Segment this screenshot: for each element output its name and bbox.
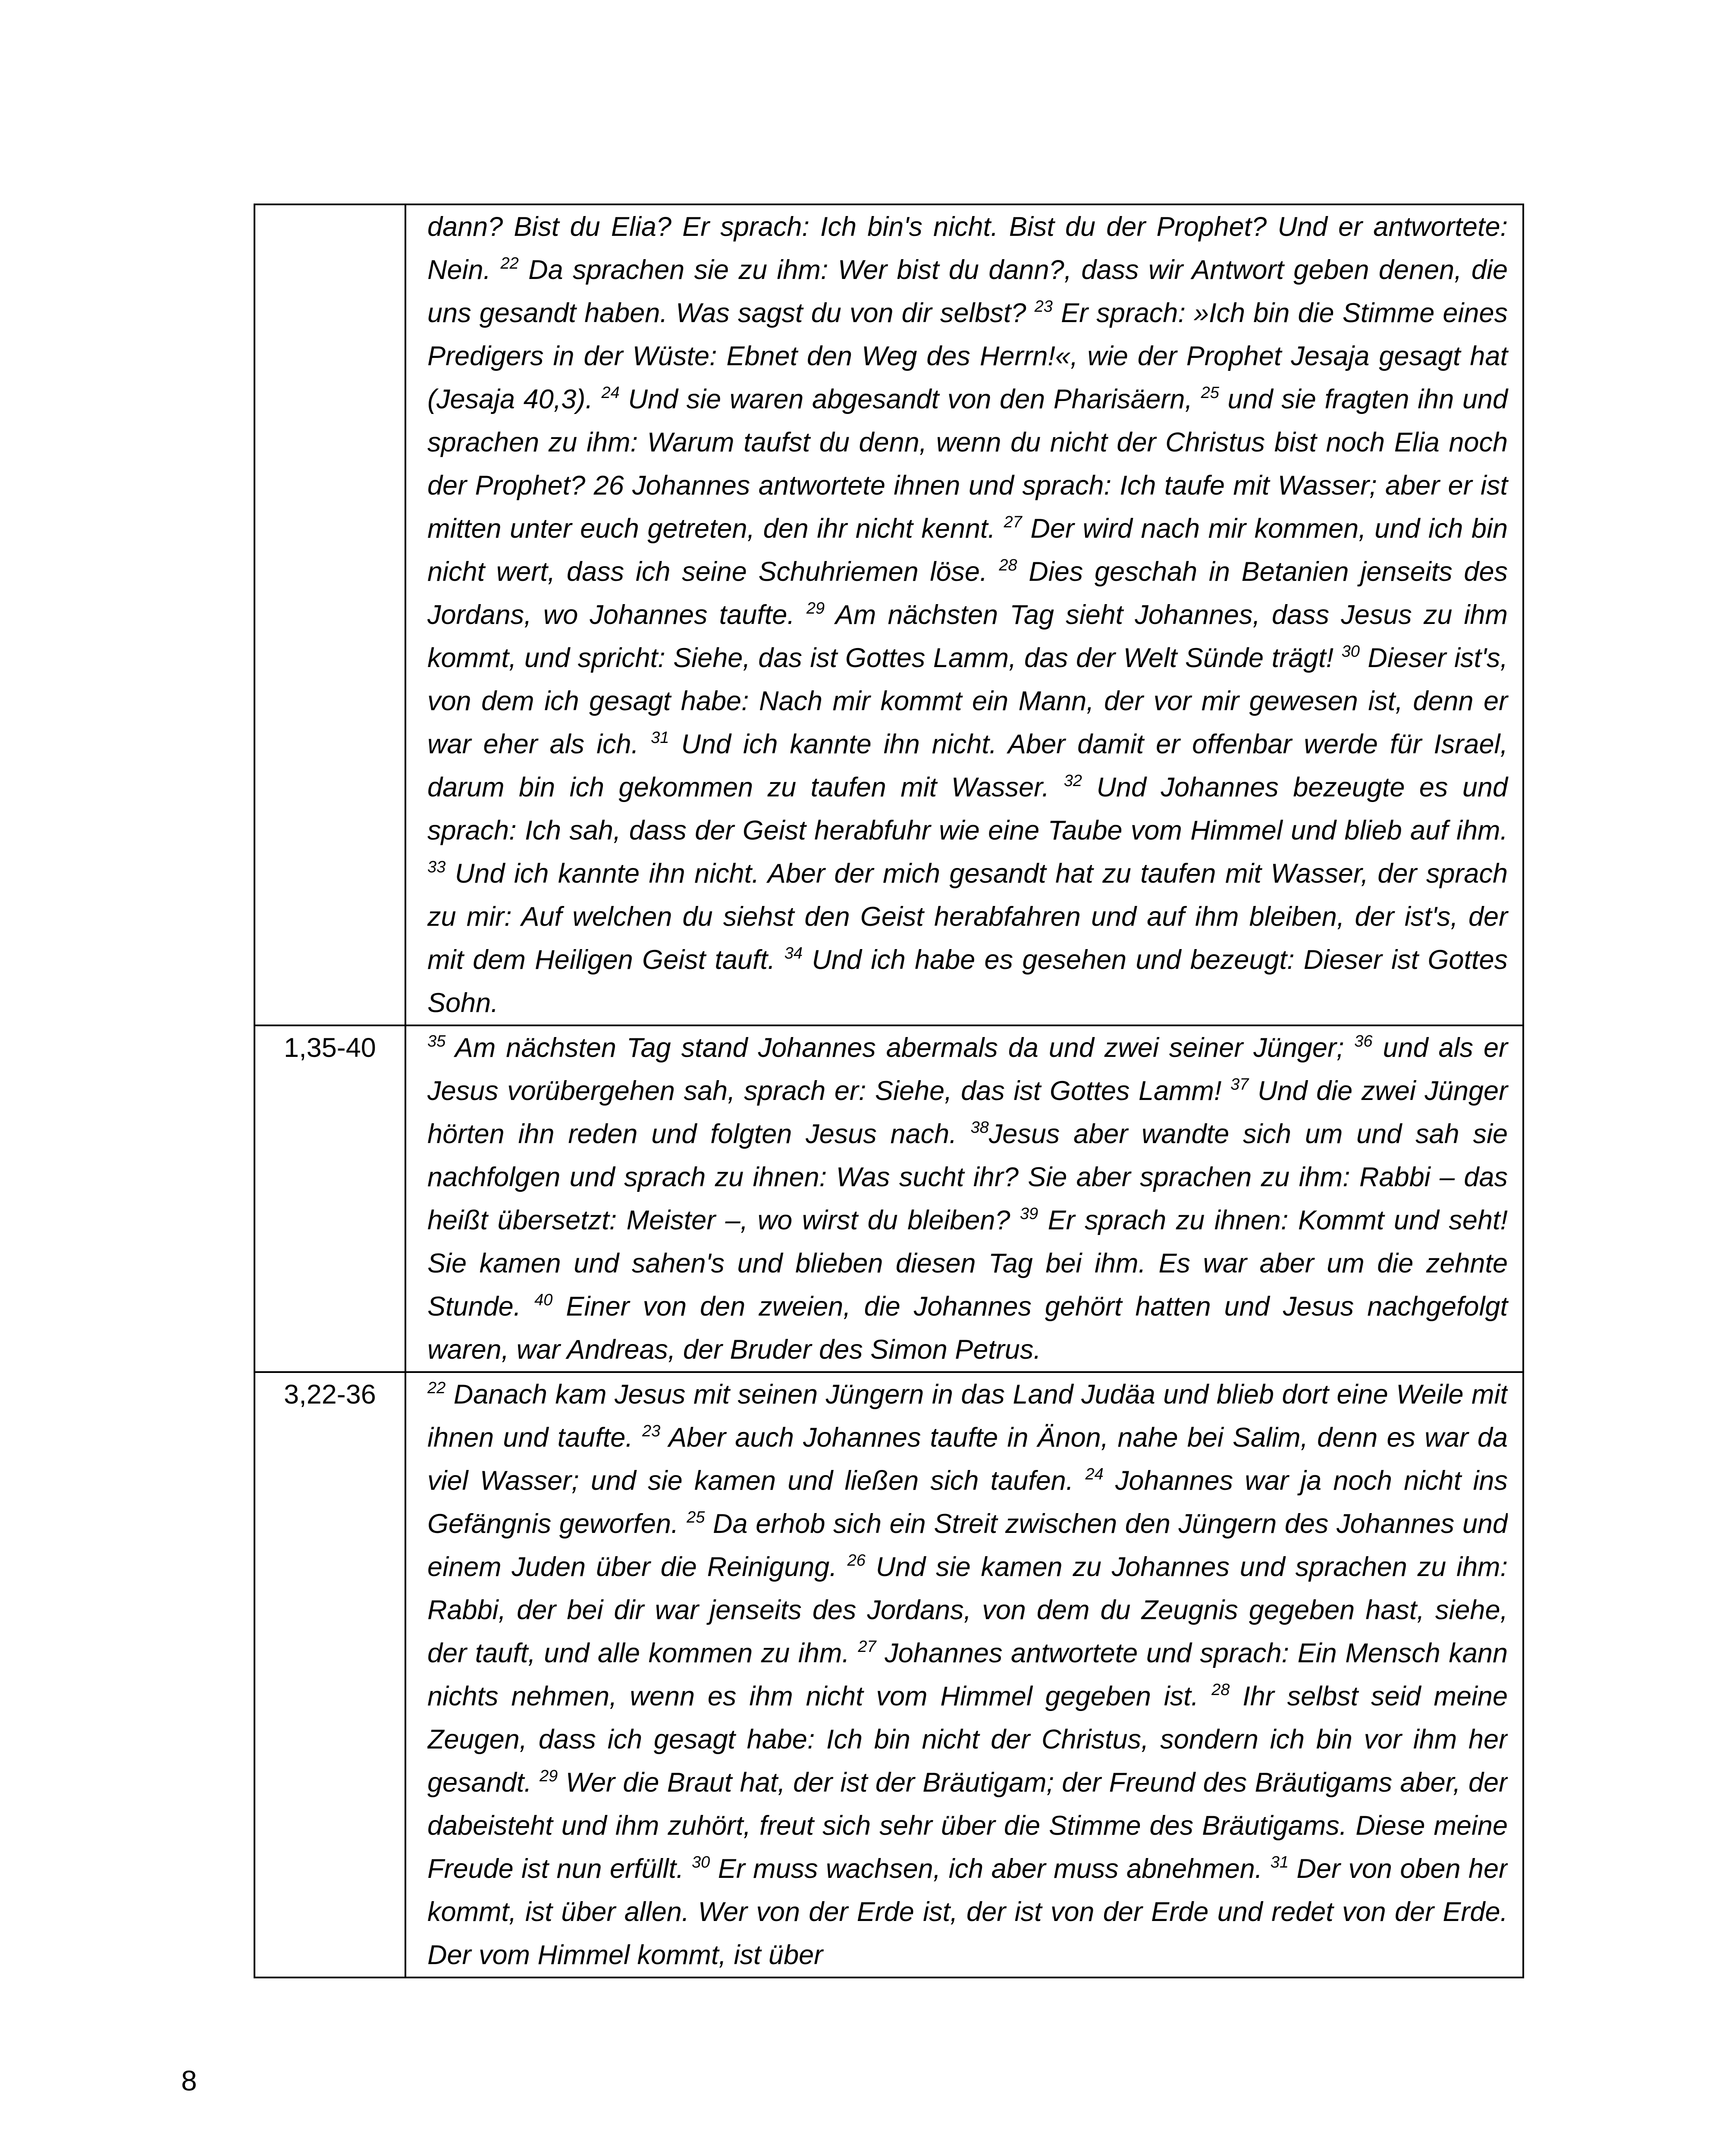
verse-number: 22 xyxy=(427,1379,446,1397)
passage-text xyxy=(427,205,1508,1025)
passage-cell xyxy=(405,1372,1523,1977)
verse-text: Und die zwei Jünger hörten ihn reden und folgten Jesus nach. xyxy=(427,1076,1508,1149)
verse-text: Aber auch Johannes taufte in Änon, nahe bei Salim, denn es war da viel Wasser; und sie kamen und ließen sich taufen. xyxy=(427,1423,1508,1496)
verse-text: dann? Bist du Elia? Er sprach: Ich bin's nicht. Bist du der Prophet? Und er antwortete: Nein. xyxy=(427,212,1508,285)
verse-number: 34 xyxy=(784,944,803,962)
verse-number: 36 xyxy=(1354,1032,1373,1050)
table-row xyxy=(254,1025,1523,1372)
verse-number: 32 xyxy=(1064,772,1082,790)
verse-number: 35 xyxy=(427,1032,446,1050)
verse-text: Und ich habe es gesehen und bezeugt: Dieser ist Gottes Sohn. xyxy=(427,945,1508,1018)
passage-cell xyxy=(405,204,1523,1025)
verse-text: Dies geschah in Betanien jenseits des Jordans, wo Johannes taufte. xyxy=(427,557,1508,630)
reference-cell: 3,22-36 xyxy=(254,1372,405,1977)
verse-text: Und sie waren abgesandt von den Pharisäern, xyxy=(619,384,1201,414)
verse-number: 25 xyxy=(1201,384,1219,402)
passage-text xyxy=(427,1373,1508,1977)
verse-text: und als er Jesus vorübergehen sah, sprach er: Siehe, das ist Gottes Lamm! xyxy=(427,1033,1508,1106)
verse-number: 24 xyxy=(601,384,620,402)
verse-text: Einer von den zweien, die Johannes gehört hatten und Jesus nachgefolgt waren, war Andreas, der Bruder des Simon Petrus. xyxy=(427,1291,1508,1365)
verse-text: Und Johannes bezeugte es und sprach: Ich sah, dass der Geist herabfuhr wie eine Taube vom Himmel und blieb auf ihm. xyxy=(427,772,1508,846)
verse-number: 38 xyxy=(970,1119,989,1137)
passage-cell xyxy=(405,1025,1523,1372)
verse-number: 29 xyxy=(806,599,825,617)
verse-text: Da erhob sich ein Streit zwischen den Jüngern des Johannes und einem Juden über die Reinigung. xyxy=(427,1509,1508,1582)
verse-text: Jesus aber wandte sich um und sah sie nachfolgen und sprach zu ihnen: Was sucht ihr? Sie aber sprachen zu ihm: Rabbi – das heißt übersetzt: Meister –, wo wirst du bleiben? xyxy=(427,1119,1508,1235)
table-row xyxy=(254,204,1523,1025)
verse-number: 26 xyxy=(847,1551,866,1570)
verse-text: Der wird nach mir kommen, und ich bin nicht wert, dass ich seine Schuhriemen löse. xyxy=(427,514,1508,587)
verse-text: Johannes war ja noch nicht ins Gefängnis geworfen. xyxy=(427,1466,1508,1539)
table-row xyxy=(254,1372,1523,1977)
verse-text: Am nächsten Tag stand Johannes abermals da und zwei seiner Jünger; xyxy=(446,1033,1355,1063)
verse-text: Und ich kannte ihn nicht. Aber damit er offenbar werde für Israel, darum bin ich gekommen zu taufen mit Wasser. xyxy=(427,729,1508,802)
reference-cell xyxy=(254,204,405,1025)
verse-number: 33 xyxy=(427,858,446,876)
verse-number: 24 xyxy=(1085,1465,1104,1483)
verse-text: Er sprach: »Ich bin die Stimme eines Predigers in der Wüste: Ebnet den Weg des Herrn!«, wie der Prophet Jesaja gesagt hat (Jesaja 40,3). xyxy=(427,298,1508,414)
verse-number: 22 xyxy=(500,254,519,273)
verse-text: und sie fragten ihn und sprachen zu ihm: Warum taufst du denn, wenn du nicht der Christus bist noch Elia noch der Prophet? 26 Johannes antwortete ihnen und sprach: Ich taufe mit Wasser; aber er ist mitten unter euch getreten, den ihr nicht kennt. xyxy=(427,384,1508,544)
verse-number: 28 xyxy=(1211,1681,1230,1699)
verse-number: 23 xyxy=(642,1422,661,1440)
verse-text: Am nächsten Tag sieht Johannes, dass Jesus zu ihm kommt, und spricht: Siehe, das ist Gottes Lamm, das der Welt Sünde trägt! xyxy=(427,600,1508,673)
verse-number: 29 xyxy=(540,1767,558,1785)
verse-text: Und ich kannte ihn nicht. Aber der mich gesandt hat zu taufen mit Wasser, der sprach zu mir: Auf welchen du siehst den Geist herabfahren und auf ihm bleiben, der ist's, der mit dem Heiligen Geist tauft. xyxy=(427,859,1508,975)
verse-text: Er muss wachsen, ich aber muss abnehmen. xyxy=(710,1854,1271,1884)
verse-number: 40 xyxy=(534,1291,553,1309)
verse-number: 27 xyxy=(1004,513,1022,531)
verse-text: Und sie kamen zu Johannes und sprachen zu ihm: Rabbi, der bei dir war jenseits des Jordans, von dem du Zeugnis gegeben hast, siehe, der tauft, und alle kommen zu ihm. xyxy=(427,1552,1508,1668)
reference-cell: 1,35-40 xyxy=(254,1025,405,1372)
verse-number: 27 xyxy=(858,1638,876,1656)
verse-number: 31 xyxy=(651,729,669,747)
verse-number: 30 xyxy=(1341,642,1360,661)
verse-text: Er sprach zu ihnen: Kommt und seht! Sie kamen und sahen's und blieben diesen Tag bei ihm. Es war aber um die zehnte Stunde. xyxy=(427,1205,1508,1322)
verse-number: 37 xyxy=(1230,1075,1249,1094)
scripture-table xyxy=(254,204,1524,1978)
verse-text: Ihr selbst seid meine Zeugen, dass ich gesagt habe: Ich bin nicht der Christus, sondern ich bin vor ihm her gesandt. xyxy=(427,1681,1508,1798)
verse-text: Da sprachen sie zu ihm: Wer bist du dann?, dass wir Antwort geben denen, die uns gesandt haben. Was sagst du von dir selbst? xyxy=(427,255,1508,328)
verse-text: Der von oben her kommt, ist über allen. Wer von der Erde ist, der ist von der Erde und redet von der Erde. Der vom Himmel kommt, ist über xyxy=(427,1854,1508,1970)
passage-text xyxy=(427,1026,1508,1371)
verse-number: 23 xyxy=(1034,298,1053,316)
verse-text: Danach kam Jesus mit seinen Jüngern in das Land Judäa und blieb dort eine Weile mit ihnen und taufte. xyxy=(427,1379,1508,1453)
verse-number: 28 xyxy=(999,556,1017,574)
verse-text: Wer die Braut hat, der ist der Bräutigam; der Freund des Bräutigams aber, der dabeisteht und ihm zuhört, freut sich sehr über die Stimme des Bräutigams. Diese meine Freude ist nun erfüllt. xyxy=(427,1767,1508,1884)
page-number: 8 xyxy=(181,2065,197,2096)
verse-number: 25 xyxy=(687,1508,705,1526)
verse-number: 30 xyxy=(691,1853,710,1871)
verse-text: Johannes antwortete und sprach: Ein Mensch kann nichts nehmen, wenn es ihm nicht vom Himmel gegeben ist. xyxy=(427,1638,1508,1711)
verse-number: 39 xyxy=(1020,1205,1039,1223)
verse-text: Dieser ist's, von dem ich gesagt habe: Nach mir kommt ein Mann, der vor mir gewesen ist, denn er war eher als ich. xyxy=(427,643,1508,759)
verse-number: 31 xyxy=(1270,1853,1289,1871)
